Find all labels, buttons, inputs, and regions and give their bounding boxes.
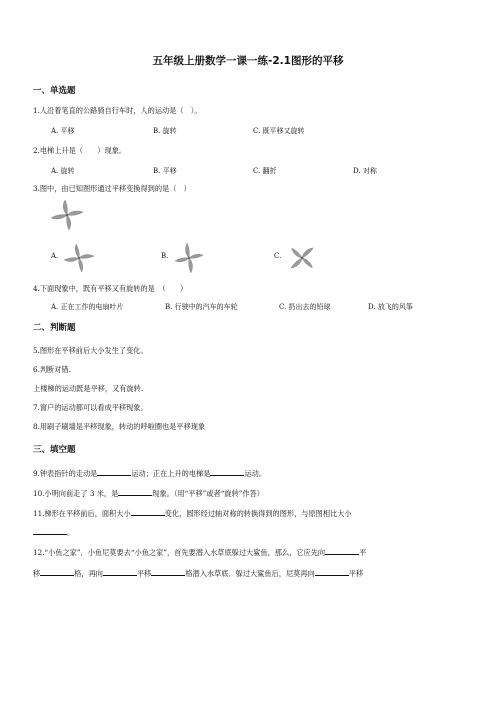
question-10 [33,488,264,499]
question-12-part-4: 格，再向 [74,569,103,578]
question-12-line-2 [33,568,363,579]
answer-blank[interactable] [40,568,74,576]
question-6-statement: 上楼梯的运动既是平移，又有旋转. [33,384,144,393]
question-3-option-a-label: A. [51,252,59,260]
pinwheel-option-b-icon [173,243,205,273]
question-4-option-d: D. 放飞的风筝 [368,303,413,311]
question-9 [33,468,266,479]
question-10-part-2: 现象。（用“平移”或者“旋转”作答） [152,489,264,498]
question-11-part-3: 。 [67,528,75,537]
question-1-option-b: B. 旋转 [153,127,177,135]
question-1-option-a: A. 平移 [51,127,75,135]
question-1-stem: 1.人沿着笔直的公路骑自行车时，人的运动是（ ）。 [33,106,202,115]
question-11-continued [33,527,74,538]
question-1-option-c: C. 既平移又旋转 [253,127,305,135]
question-4-option-c: C. 扔出去的铅球 [279,303,331,311]
question-4-option-b: B. 行驶中的汽车的车轮 [165,303,238,311]
answer-blank[interactable] [103,568,137,576]
question-11-part-1: 11.梯形在平移前后，面积大小 [33,509,131,518]
question-9-part-1: 9.钟表指针的走动是 [33,469,98,478]
answer-blank[interactable] [210,468,244,476]
question-8: 8.用刷子刷墙是平移现象，转动的呼啦圈也是平移现象 [33,422,206,431]
question-2-option-c: C. 翻折 [253,167,277,175]
section-heading-true-false: 二、判断题 [33,323,76,333]
pinwheel-figure-original [50,199,84,231]
question-10-part-1: 10.小明向前走了 3 米，是 [33,489,119,498]
answer-blank[interactable] [151,568,185,576]
question-12-part-2: 平 [359,548,367,557]
question-12-part-3: 移 [33,569,41,578]
question-2-option-d: D. 对称 [353,167,377,175]
answer-blank[interactable] [97,468,131,476]
document-title: 五年级上册数学一课一练-2.1图形的平移 [152,55,344,67]
question-6-stem: 6.判断对错. [33,365,71,374]
question-12-part-1: 12.“小鱼之家”．小鱼尼莫要去“小鱼之家”，首先要潜入水草底躲过大鲨鱼，那么，它应先向 [33,548,326,557]
question-2-option-b: B. 平移 [153,167,177,175]
question-12-part-7: 平移 [348,569,364,578]
answer-blank[interactable] [325,547,359,555]
question-12-line-1 [33,547,366,558]
question-4-stem: 4.下面现象中，既有平移又有旋转的是 （ ） [33,284,188,293]
pinwheel-option-a-icon [63,243,95,273]
answer-blank[interactable] [33,527,67,535]
answer-blank[interactable] [315,568,349,576]
question-2-stem: 2.电梯上升是（ ）现象。 [33,146,127,155]
answer-blank[interactable] [118,488,152,496]
question-12-part-6: 格潜入水草底．躲过大鲨鱼后，尼莫再向 [185,569,315,578]
question-4-option-a: A. 正在工作的电扇叶片 [51,303,124,311]
answer-blank[interactable] [131,508,165,516]
question-9-part-2: 运动；正在上升的电梯是 [131,469,211,478]
section-heading-single-choice: 一、单选题 [33,86,76,96]
question-3-option-c-label: C. [274,252,282,260]
pinwheel-option-c-icon [286,243,318,273]
question-11-part-2: 变化，圆形经过轴对称的转换得到的图形，与原图相比大小 [164,509,352,518]
question-2-option-a: A. 旋转 [51,167,75,175]
section-heading-fill-blank: 三、填空题 [33,445,76,455]
question-11 [33,508,352,519]
question-9-part-3: 运动。 [244,469,267,478]
question-5: 5.图形在平移前后大小发生了变化。 [33,346,148,355]
question-3-option-b-label: B. [161,252,169,260]
question-12-part-5: 平移 [136,569,152,578]
question-3-stem: 3.图中，由已知图形通过平移变换得到的是（ ） [33,184,191,193]
question-7: 7.窗户的运动都可以看成平移现象。 [33,403,148,412]
